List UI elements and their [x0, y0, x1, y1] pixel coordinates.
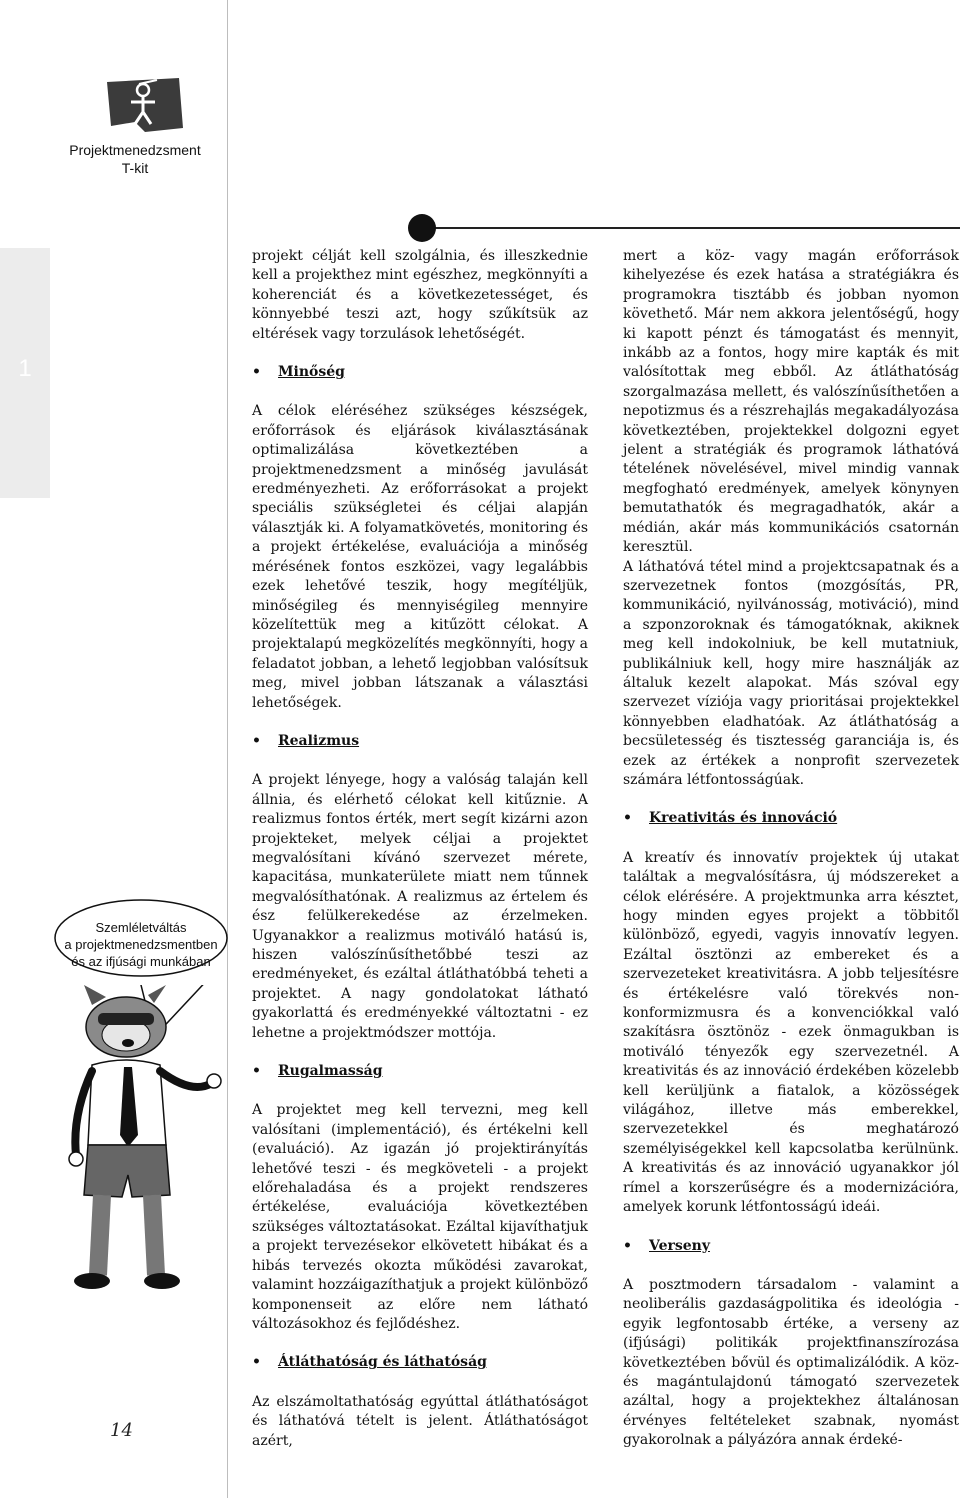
bubble-line-3: és az ifjúsági munkában: [71, 954, 211, 969]
paragraph-verseny: A posztmodern társadalom - valamint a neoliberális gazdaságpolitika és ideológia - egyik legfontosabb értéke, a verseny az (ifjúsági) politikák projektfinanszírozása következtében bővül és optimalizálódik. A köz- és magántulajdonú támogató szervezetek azáltal, hogy a projektekhez általánosan érvényes feltételeket szabnak, nyomást gyakorolnak a pályázóra annak érdeké-: [623, 1276, 959, 1449]
heading-atlathatosag: • Átláthatóság és láthatóság: [252, 1353, 588, 1372]
chapter-number: 1: [18, 355, 32, 382]
bubble-line-2: a projektmenedzsmentben: [64, 937, 218, 952]
paragraph-minoseg: A célok eléréséhez szükséges készségek, erőforrások és eljárások kiválasztásának optimalizálása következtében a projektmenedzsment a minőség javulását eredményezheti. Az erőforrásokat a projekt speciális szükségletei és céljai alapján választják ki. A folyamatkövetés, monitoring és a projekt értékelése, evaluációja a minőség mérésének fontos eszközei, vagy legalábbis ezek lehetővé teszik, hogy megítéljük, minőségileg és mennyiségileg mennyire közelítettük meg a kitűzött célokat. A projektalapú megközelítés megkönnyíti, hogy a feladatot jobban, a lehető legjobban valósítsuk meg, mivel jobban látszanak a választási lehetőségek.: [252, 403, 588, 711]
logo-subtitle: T-kit: [121, 160, 149, 176]
heading-rugalmassag: • Rugalmasság: [252, 1062, 588, 1081]
paragraph-atlathatosag-cont: mert a köz- vagy magán erőforrások kihelyezése és ezek hatása a stratégiákra és programokra tisztább és jobban nyomon követhető. Már nem akkora jelentőségű, hogy ki kapott pénzt és támogatást és mennyit, inkább az a fontos, hogy mire kapták és mit valósítottak meg ebből. Az átláthatóság szorgalmazása mellett, és valószínűsíthetően a nepotizmus és a részrehajlás megakadályozása következtében, projektekkel dolgozni egyet jelent a stratégiák és programok láthatóvá tételének növelésével, mivel mindig vannak megfogható eredmények, amelyek könynyen bemutathatók és megragadhatók, akár a médián, akár más kommunikációs csatornán keresztül.: [623, 248, 959, 556]
header-rule: [422, 227, 960, 229]
heading-kreativitas: • Kreativitás és innováció: [623, 809, 959, 828]
paragraph-kreativitas: A kreatív és innovatív projektek új utakat találtak a megvalósításra, új módszereket a célok elérésére. A projektmunka arra késztet, hogy minden egyes projekt a többitől különböző, egyedi, vagyis innovatív legyen. Ezáltal ösztönzi az embereket és a szervezeteket kreativitásra. A jobb teljesítésre és értékelésre való törekvés non-konformizmusra és a konvenciókkal való szakításra ösztönöz - ezek önmagukban is motiváló tényezők egy szervezetnél. A kreativitás és az innováció érdekében közelebb kell kerüljünk a fiatalok, a közösségek világához, illetve más emberekkel, szervezetekkel és meghatározó személyiségekkel kell kapcsolatba kerülnünk. A kreativitás és az innováció ugyanakkor jól rímel a korszerűségre és a modernizációra, amelyek korunk létfontosságú ideái.: [623, 849, 959, 1216]
paragraph-lathatova-tetel: A láthatóvá tétel mind a projektcsapatnak és a szervezetnek fontos (mozgósítás, PR, kommunikáció, nyilvánosság, motiváció), mind a szponzoroknak és támogatóknak, akiknek meg kell indokolniuk, be kell mutatniuk, publikálniuk kell, hogy mire használják az általuk kezelt alapokat. Más szóval egy szervezet víziója vagy prioritásai projektekkel könnyebben eladhatóak. Az átláthatóság a becsületesség és tisztesség garanciája is, és ezek az értékek a nonprofit szervezetek számára létfontosságúak.: [623, 558, 959, 788]
mascot-illustration: [62, 985, 222, 1405]
paragraph-atlathatosag: Az elszámoltathatóság egyúttal átláthatóságot és láthatóvá tételt is jelent. Átláthatóságot azért,: [252, 1393, 588, 1449]
logo-icon: [105, 76, 185, 134]
logo-title: Projektmenedzsment: [69, 142, 201, 158]
heading-realizmus: • Realizmus: [252, 732, 588, 751]
page-number: 14: [110, 1420, 133, 1441]
text-column-right: [623, 247, 959, 1451]
sidebar-divider: [227, 0, 228, 1498]
paragraph-rugalmassag: A projektet meg kell tervezni, meg kell valósítani (implementáció), és értékelni kell (evaluáció). Az igazán jó projektirányítás lehetővé teszi - és megköveteli - a projekt előrehaladása és a projekt rendszeres értékelése, evaluációja következtében szükséges változtatásokat. Ezáltal kijavíthatjuk a projekt tervezésekor elkövetett hibákat és a hibás tervezés okozta működési zavarokat, valamint hozzáigazíthatjuk a projekt különböző komponenseit az előre nem látható változásokhoz és fejlődéshez.: [252, 1102, 588, 1332]
header-rule-dot: [408, 214, 436, 242]
heading-verseny: • Verseny: [623, 1237, 959, 1256]
intro-paragraph: projekt célját kell szolgálnia, és illeszkednie kell a projekthez mint egészhez, megkönnyíti a koherenciát és a következetességet, és könnyebbé teszi azt, hogy szűkítsük az eltérések vagy torzulások lehetőségét.: [252, 248, 588, 342]
bubble-line-1: Szemléletváltás: [95, 920, 187, 935]
speech-bubble-text: [52, 919, 230, 970]
heading-minoseg: • Minőség: [252, 363, 588, 382]
logo-caption: [60, 141, 210, 177]
paragraph-realizmus: A projekt lényege, hogy a valóság talaján kell állnia, és elérhető célokat kell kitűznie. A realizmus fontos érték, mert segít kizárni azon projekteket, melyek céljai a projektet megvalósítani kívánó szervezet mérete, kapacitása, munkaterülete miatt nem tűnnek megvalósíthatónak. A realizmus az értelem és ész felülkerekedése az érzelmeken. Ugyanakkor a realizmus motiváló hatású is, hiszen valószínűsíthetőbbé teszi az eredményeket, és ezáltal átláthatóbbá teheti a projektet. A nagy gondolatokat látható gyakorlattá és eredményekké változtatni - ez lehetne a projektmódszer mottója.: [252, 772, 588, 1041]
text-column-left: [252, 247, 588, 1451]
